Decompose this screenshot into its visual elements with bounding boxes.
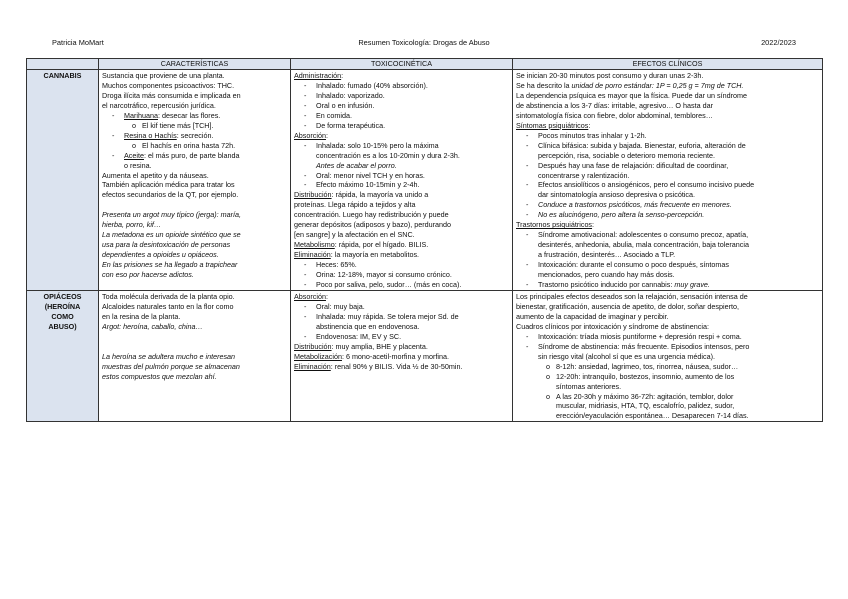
efectos-line bbox=[516, 91, 819, 101]
line-text: : rápida, la mayoría va unido a bbox=[331, 190, 429, 200]
efectos-line bbox=[516, 131, 819, 141]
line-text: También aplicación médica para tratar los bbox=[102, 180, 235, 190]
toxicocinetica-line bbox=[294, 260, 509, 270]
caracteristicas-line bbox=[102, 362, 287, 372]
line-text: Endovenosa: IM, EV y SC. bbox=[316, 331, 402, 341]
bullet: - bbox=[526, 180, 529, 190]
bullet: - bbox=[526, 160, 529, 170]
line-text: [en sangre] y la afectación en el SNC. bbox=[294, 230, 415, 240]
row-label: (HEROÍNA bbox=[44, 301, 81, 311]
toxicocinetica-line bbox=[294, 332, 509, 342]
efectos-line bbox=[516, 332, 819, 342]
toxicocinetica-line bbox=[294, 91, 509, 101]
line-text: Presenta un argot muy típico (jerga): maría, bbox=[102, 210, 242, 220]
line-text: Síndrome amotivacional: adolescentes o consumo precoz, apatía, bbox=[538, 230, 749, 240]
line-text: Síndrome de abstinencia: más frecuente. Episodios intensos, pero bbox=[538, 341, 750, 351]
caracteristicas-line bbox=[102, 322, 287, 332]
line-text: Clínica bifásica: subida y bajada. Bienestar, euforia, alteración de bbox=[538, 140, 746, 150]
toxicocinetica-line bbox=[294, 302, 509, 312]
table-row bbox=[27, 290, 823, 421]
line-text: Poco por saliva, pelo, sudor… (más en coca). bbox=[316, 280, 462, 290]
toxicocinetica-line bbox=[294, 161, 509, 171]
row-label-cell bbox=[27, 290, 99, 421]
line-text: percepción, risa, sociable o deterioro memoria reciente. bbox=[538, 150, 715, 160]
line-text: de abstinencia a los 3-7 días: irritable, agresivo… O hasta dar bbox=[516, 100, 713, 110]
bullet: o bbox=[546, 371, 550, 381]
toxicocinetica-line bbox=[294, 270, 509, 280]
line-text: Pocos minutos tras inhalar y 1-2h. bbox=[538, 130, 647, 140]
caracteristicas-line bbox=[102, 171, 287, 181]
line-text: : renal 90% y BILIS. Vida ½ de 30-50min. bbox=[330, 361, 463, 371]
efectos-line bbox=[516, 240, 819, 250]
line-text: Después hay una fase de relajación: dificultad de coordinar, bbox=[538, 160, 729, 170]
efectos-line bbox=[516, 382, 819, 392]
toxicocinetica-line bbox=[294, 131, 509, 141]
line-text: Oral o en infusión. bbox=[316, 100, 375, 110]
efectos-line bbox=[516, 161, 819, 171]
caracteristicas-cell bbox=[99, 70, 291, 291]
line-text: efectos secundarios de la QT, por ejemplo. bbox=[102, 190, 239, 200]
line-text: Alcaloides naturales tanto en la flor como bbox=[102, 301, 234, 311]
line-text: Intoxicación: durante el consumo o poco después, síntomas bbox=[538, 260, 729, 270]
line-text: A las 20-30h y máximo 36-72h: agitación, temblor, dolor bbox=[556, 391, 734, 401]
toxicocinetica-line bbox=[294, 141, 509, 151]
toxicocinetica-line bbox=[294, 121, 509, 131]
underlined-heading: Síntomas psiquiátricos bbox=[516, 120, 589, 130]
caracteristicas-line bbox=[102, 190, 287, 200]
caracteristicas-line bbox=[102, 210, 287, 220]
underlined-heading: Metabolización bbox=[294, 351, 342, 361]
blank-line bbox=[102, 332, 287, 342]
line-text: La dependencia psíquica es mayor que la física. Puede dar un síndrome bbox=[516, 90, 747, 100]
page-header bbox=[52, 38, 796, 50]
bullet: - bbox=[304, 301, 307, 311]
underlined-heading: Distribución bbox=[294, 190, 332, 200]
line-text: : secreción. bbox=[176, 130, 214, 140]
italic-text: muy grave. bbox=[674, 280, 710, 290]
line-text: Oral: muy baja. bbox=[316, 301, 365, 311]
efectos-line bbox=[516, 401, 819, 411]
line-text: sin riesgo vital (alcohol sí que es una urgencia médica). bbox=[538, 351, 715, 361]
line-text: 8-12h: ansiedad, lagrimeo, tos, rinorrea, náusea, sudor… bbox=[556, 361, 739, 371]
line-text: : bbox=[592, 220, 595, 230]
summary-table bbox=[26, 58, 823, 422]
bullet: - bbox=[526, 230, 529, 240]
row-label: CANNABIS bbox=[43, 71, 82, 80]
bullet: - bbox=[304, 80, 307, 90]
line-text: : 6 mono-acetil-morfina y morfina. bbox=[341, 351, 450, 361]
efectos-line bbox=[516, 210, 819, 220]
line-text: La heroína se adultera mucho e interesan bbox=[102, 351, 236, 361]
bullet: - bbox=[304, 120, 307, 130]
line-text: usa para la desintoxicación de personas bbox=[102, 240, 231, 250]
bullet: - bbox=[304, 331, 307, 341]
line-text: Trastorno psicótico inducido por cannabis: bbox=[538, 280, 675, 290]
line-text: : la mayoría en metabolitos. bbox=[330, 250, 420, 260]
line-text: Sustancia que proviene de una planta. bbox=[102, 71, 225, 80]
line-text: : desecar las flores. bbox=[157, 110, 221, 120]
row-label: ABUSO) bbox=[48, 321, 77, 331]
line-text: Conduce a trastornos psicóticos, más frecuente en menores. bbox=[538, 200, 732, 210]
table-row bbox=[27, 70, 823, 291]
line-text: concentrarse y ralentización. bbox=[538, 170, 630, 180]
toxicocinetica-line bbox=[294, 190, 509, 200]
caracteristicas-line bbox=[102, 161, 287, 171]
bullet: o bbox=[546, 361, 550, 371]
toxicocinetica-line bbox=[294, 280, 509, 290]
efectos-line bbox=[516, 342, 819, 352]
caracteristicas-line bbox=[102, 71, 287, 81]
line-text: : bbox=[588, 120, 591, 130]
line-text: desinterés, anhedonia, abulia, mala concentración, baja tolerancia bbox=[538, 240, 749, 250]
caracteristicas-line bbox=[102, 240, 287, 250]
line-text: aumento de la capacidad de imaginar y percibir. bbox=[516, 311, 669, 321]
toxicocinetica-line bbox=[294, 352, 509, 362]
bullet: o bbox=[132, 120, 136, 130]
line-text: dar sintomatología ansioso depresiva o psicótica. bbox=[538, 190, 696, 200]
bullet: - bbox=[526, 260, 529, 270]
efectos-line bbox=[516, 411, 819, 421]
line-text: proteínas. Llega rápido a tejidos y alta bbox=[294, 200, 416, 210]
underlined-heading: Marihuana bbox=[124, 110, 158, 120]
caracteristicas-line bbox=[102, 260, 287, 270]
bullet: - bbox=[304, 110, 307, 120]
bullet: - bbox=[526, 200, 529, 210]
line-text: Toda molécula derivada de la planta opio. bbox=[102, 291, 235, 301]
line-text: Se inician 20-30 minutos post consumo y duran unas 2-3h. bbox=[516, 71, 704, 80]
underlined-heading: Eliminación bbox=[294, 361, 331, 371]
efectos-line bbox=[516, 312, 819, 322]
caracteristicas-cell bbox=[99, 290, 291, 421]
underlined-heading: Distribución bbox=[294, 341, 332, 351]
underlined-heading: Metabolismo bbox=[294, 240, 335, 250]
toxicocinetica-line bbox=[294, 220, 509, 230]
line-text: : bbox=[325, 291, 328, 301]
bullet: - bbox=[304, 260, 307, 270]
line-text: : bbox=[341, 71, 344, 80]
caracteristicas-line bbox=[102, 302, 287, 312]
efectos-line bbox=[516, 141, 819, 151]
caracteristicas-line bbox=[102, 230, 287, 240]
caracteristicas-line bbox=[102, 101, 287, 111]
line-text: síntomas anteriores. bbox=[556, 381, 622, 391]
bullet: - bbox=[526, 280, 529, 290]
efectos-line bbox=[516, 362, 819, 372]
line-text: hierba, porro, kif… bbox=[102, 220, 162, 230]
row-label: COMO bbox=[51, 311, 74, 321]
line-text: Antes de acabar el porro. bbox=[316, 160, 397, 170]
toxicocinetica-line bbox=[294, 312, 509, 322]
bullet: - bbox=[304, 170, 307, 180]
bullet: - bbox=[526, 331, 529, 341]
bullet: - bbox=[526, 210, 529, 220]
efectos-line bbox=[516, 101, 819, 111]
line-text: concentración. Luego hay redistribución y puede bbox=[294, 210, 449, 220]
line-text: Aumenta el apetito y da náuseas. bbox=[102, 170, 209, 180]
underlined-heading: Trastornos psiquiátricos bbox=[516, 220, 593, 230]
efectos-line bbox=[516, 292, 819, 302]
underlined-heading: Absorción bbox=[294, 291, 326, 301]
caracteristicas-line bbox=[102, 270, 287, 280]
line-text: Droga ilícita más consumida e implicada en bbox=[102, 90, 241, 100]
line-text: El hachís en orina hasta 72h. bbox=[142, 140, 236, 150]
efectos-line bbox=[516, 270, 819, 280]
efectos-line bbox=[516, 171, 819, 181]
header-cell-caracteristicas: CARACTERÍSTICAS bbox=[99, 59, 291, 70]
caracteristicas-line bbox=[102, 121, 287, 131]
bullet: - bbox=[526, 341, 529, 351]
efectos-cell bbox=[513, 290, 823, 421]
line-text: : bbox=[325, 130, 328, 140]
line-text: concentración es a los 10-20min y dura 2-3h. bbox=[316, 150, 460, 160]
line-text: Efecto máximo 10-15min y 2-4h. bbox=[316, 180, 420, 190]
header-year: 2022/2023 bbox=[761, 38, 796, 47]
line-text: abstinencia que en endovenosa. bbox=[316, 321, 420, 331]
bullet: - bbox=[304, 180, 307, 190]
caracteristicas-line bbox=[102, 312, 287, 322]
row-label-cell bbox=[27, 70, 99, 291]
underlined-heading: Resina o Hachís bbox=[124, 130, 177, 140]
line-text: Cuadros clínicos por intoxicación y síndrome de abstinencia: bbox=[516, 321, 709, 331]
header-cell-empty bbox=[27, 59, 99, 70]
efectos-line bbox=[516, 71, 819, 81]
line-text: En comida. bbox=[316, 110, 352, 120]
caracteristicas-line bbox=[102, 220, 287, 230]
line-text: Muchos componentes psicoactivos: THC. bbox=[102, 80, 235, 90]
toxicocinetica-line bbox=[294, 171, 509, 181]
caracteristicas-line bbox=[102, 111, 287, 121]
underlined-heading: Absorción bbox=[294, 130, 326, 140]
efectos-line bbox=[516, 302, 819, 312]
bullet: - bbox=[304, 280, 307, 290]
table-header-row bbox=[27, 59, 823, 70]
line-text: Efectos ansiolíticos o ansiogénicos, pero el consumo incisivo puede bbox=[538, 180, 755, 190]
bullet: - bbox=[304, 140, 307, 150]
line-text: sintomatología física con fiebre, dolor abdominal, temblores… bbox=[516, 110, 713, 120]
toxicocinetica-line bbox=[294, 240, 509, 250]
line-text: Inhalado: vaporizado. bbox=[316, 90, 385, 100]
toxicocinetica-cell bbox=[291, 70, 513, 291]
toxicocinetica-line bbox=[294, 362, 509, 372]
efectos-line bbox=[516, 151, 819, 161]
underlined-heading: Aceite bbox=[124, 150, 144, 160]
toxicocinetica-line bbox=[294, 111, 509, 121]
blank-line bbox=[102, 200, 287, 210]
line-text: Se ha descrito la bbox=[516, 80, 572, 90]
toxicocinetica-line bbox=[294, 292, 509, 302]
toxicocinetica-cell bbox=[291, 290, 513, 421]
toxicocinetica-line bbox=[294, 210, 509, 220]
efectos-line bbox=[516, 230, 819, 240]
caracteristicas-line bbox=[102, 91, 287, 101]
efectos-line bbox=[516, 220, 819, 230]
line-text: muestras del pulmón porque se almacenan bbox=[102, 361, 240, 371]
efectos-line bbox=[516, 250, 819, 260]
row-label: OPIÁCEOS bbox=[43, 291, 82, 301]
line-text: Intoxicación: tríada miosis puntiforme + depresión respi + coma. bbox=[538, 331, 742, 341]
line-text: con eso por hacerse adictos. bbox=[102, 270, 194, 280]
bullet: o bbox=[132, 140, 136, 150]
header-title: Resumen Toxicología: Drogas de Abuso bbox=[358, 38, 490, 47]
efectos-line bbox=[516, 200, 819, 210]
caracteristicas-line bbox=[102, 372, 287, 382]
efectos-line bbox=[516, 190, 819, 200]
efectos-line bbox=[516, 180, 819, 190]
line-text: 12-20h: intranquilo, bostezos, insomnio, aumento de los bbox=[556, 371, 735, 381]
bullet: - bbox=[526, 130, 529, 140]
efectos-line bbox=[516, 352, 819, 362]
line-text: el narcotráfico, repercusión jurídica. bbox=[102, 100, 216, 110]
line-text: : rápida, por el hígado. BILIS. bbox=[334, 240, 429, 250]
underlined-heading: Eliminación bbox=[294, 250, 331, 260]
line-text: dependientes a opioides u opiáceos. bbox=[102, 250, 219, 260]
caracteristicas-line bbox=[102, 81, 287, 91]
toxicocinetica-line bbox=[294, 342, 509, 352]
toxicocinetica-line bbox=[294, 322, 509, 332]
bullet: - bbox=[112, 110, 115, 120]
caracteristicas-line bbox=[102, 292, 287, 302]
line-text: En las prisiones se ha llegado a trapichear bbox=[102, 260, 238, 270]
toxicocinetica-line bbox=[294, 101, 509, 111]
bullet: - bbox=[526, 140, 529, 150]
bullet: o bbox=[546, 391, 550, 401]
efectos-line bbox=[516, 392, 819, 402]
efectos-line bbox=[516, 111, 819, 121]
line-text: Inhalado: fumado (40% absorción). bbox=[316, 80, 428, 90]
line-text: o resina. bbox=[124, 160, 152, 170]
caracteristicas-line bbox=[102, 180, 287, 190]
line-text: Oral: menor nivel TCH y en horas. bbox=[316, 170, 425, 180]
line-text: Inhalada: muy rápida. Se tolera mejor Sd. de bbox=[316, 311, 459, 321]
blank-line bbox=[102, 342, 287, 352]
efectos-line bbox=[516, 280, 819, 290]
toxicocinetica-line bbox=[294, 200, 509, 210]
line-text: Orina: 12-18%, mayor si consumo crónico. bbox=[316, 270, 452, 280]
underlined-heading: Administración bbox=[294, 71, 342, 80]
line-text: estos compuestos que mezclan ahí. bbox=[102, 371, 217, 381]
bullet: - bbox=[304, 311, 307, 321]
efectos-line bbox=[516, 322, 819, 332]
line-text: Argot: heroína, caballo, china… bbox=[102, 321, 203, 331]
toxicocinetica-line bbox=[294, 71, 509, 81]
efectos-line bbox=[516, 81, 819, 91]
line-text: a frustración, desinterés… Asociado a TLP. bbox=[538, 250, 676, 260]
line-text: Los principales efectos deseados son la relajación, sensación intensa de bbox=[516, 291, 748, 301]
efectos-line bbox=[516, 372, 819, 382]
caracteristicas-line bbox=[102, 141, 287, 151]
line-text: El kif tiene más [TCH]. bbox=[142, 120, 214, 130]
toxicocinetica-line bbox=[294, 230, 509, 240]
line-text: De forma terapéutica. bbox=[316, 120, 386, 130]
line-text: La metadona es un opioide sintético que se bbox=[102, 230, 241, 240]
caracteristicas-line bbox=[102, 151, 287, 161]
line-text: Inhalada: solo 10-15% pero la máxima bbox=[316, 140, 439, 150]
bullet: - bbox=[112, 130, 115, 140]
toxicocinetica-line bbox=[294, 180, 509, 190]
bullet: - bbox=[304, 100, 307, 110]
bullet: - bbox=[304, 90, 307, 100]
line-text: No es alucinógeno, pero altera la senso-percepción. bbox=[538, 210, 705, 220]
caracteristicas-line bbox=[102, 352, 287, 362]
bullet: - bbox=[112, 150, 115, 160]
italic-text: unidad de porro estándar: 1P = 0,25 g = 7mg de TCH. bbox=[571, 80, 744, 90]
header-author: Patricia MoMart bbox=[52, 38, 104, 47]
line-text: generar depósitos (adiposos y bazo), perdurando bbox=[294, 220, 452, 230]
line-text: bienestar, gratificación, ausencia de apetito, de dolor, soñar despierto, bbox=[516, 301, 739, 311]
efectos-line bbox=[516, 260, 819, 270]
line-text: erección/eyaculación espontánea… Desaparecen 7-14 días. bbox=[556, 411, 749, 421]
line-text: : muy amplia, BHE y placenta. bbox=[331, 341, 428, 351]
caracteristicas-line bbox=[102, 131, 287, 141]
toxicocinetica-line bbox=[294, 151, 509, 161]
line-text: Heces: 65%. bbox=[316, 260, 357, 270]
line-text: muscular, midriasis, HTA, TQ, escalofrío, palidez, sudor, bbox=[556, 401, 735, 411]
line-text: mencionados, pero cuando hay más dosis. bbox=[538, 270, 675, 280]
efectos-line bbox=[516, 121, 819, 131]
line-text: en la resina de la planta. bbox=[102, 311, 181, 321]
header-cell-efectos: EFECTOS CLÍNICOS bbox=[513, 59, 823, 70]
line-text: : el más puro, de parte blanda bbox=[143, 150, 240, 160]
toxicocinetica-line bbox=[294, 81, 509, 91]
caracteristicas-line bbox=[102, 250, 287, 260]
bullet: - bbox=[304, 270, 307, 280]
efectos-cell bbox=[513, 70, 823, 291]
toxicocinetica-line bbox=[294, 250, 509, 260]
header-cell-toxicocinetica: TOXICOCINÉTICA bbox=[291, 59, 513, 70]
